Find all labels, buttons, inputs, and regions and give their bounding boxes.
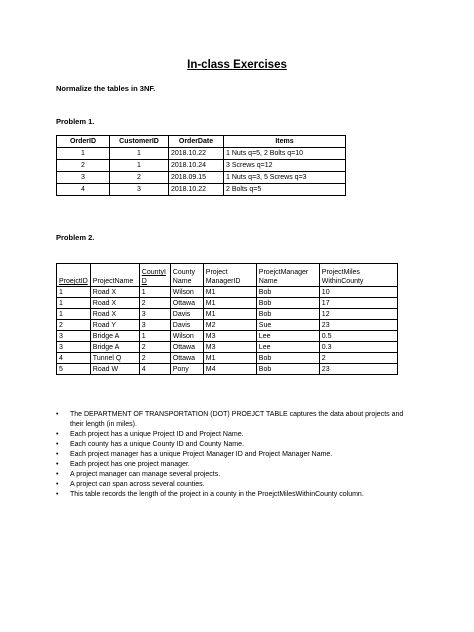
table-cell: 2018.10.22 — [169, 184, 224, 196]
table-cell: 12 — [319, 309, 397, 320]
table-row — [57, 342, 398, 353]
table-row — [57, 160, 346, 172]
header-cell: Project ManagerID — [203, 264, 256, 287]
table-cell: Ottawa — [170, 342, 203, 353]
requirements-list — [56, 410, 416, 500]
list-item-text: Each project has one project manager. — [70, 461, 190, 468]
header-cell: County Name — [170, 264, 203, 287]
table-row — [57, 184, 346, 196]
table-cell: Bob — [256, 298, 319, 309]
problem-1-table — [56, 135, 346, 196]
header-cell: ProejctID — [57, 264, 91, 287]
table-cell: 2 — [319, 353, 397, 364]
table-cell: Road X — [90, 309, 139, 320]
bullet-icon: • — [56, 481, 59, 488]
bullet-icon: • — [56, 411, 59, 418]
table-cell: Bridge A — [90, 331, 139, 342]
table-cell: Davis — [170, 320, 203, 331]
table-cell: M3 — [203, 331, 256, 342]
table-row — [57, 287, 398, 298]
table-cell: 3 — [57, 342, 91, 353]
header-cell: OrderDate — [169, 136, 224, 148]
list-item-text: Each project has a unique Project ID and Project Name. — [70, 431, 244, 438]
list-item-text: A project manager can manage several projects. — [70, 471, 221, 478]
table-cell: Wilson — [170, 287, 203, 298]
header-cell: Items — [224, 136, 346, 148]
table-cell: 5 — [57, 364, 91, 375]
table-cell: Lee — [256, 342, 319, 353]
table-cell: M1 — [203, 287, 256, 298]
table-cell: Pony — [170, 364, 203, 375]
table-cell: 3 — [139, 320, 170, 331]
table-cell: 3 — [139, 309, 170, 320]
table-cell: 2018.10.22 — [169, 148, 224, 160]
table-cell: 3 — [110, 184, 169, 196]
table-cell: 1 — [57, 298, 91, 309]
table-row — [57, 353, 398, 364]
table-cell: Bob — [256, 287, 319, 298]
table-cell: Bob — [256, 364, 319, 375]
table-cell: Road Y — [90, 320, 139, 331]
table-header-row — [57, 136, 346, 148]
bullet-icon: • — [56, 441, 59, 448]
problem-1-heading: Problem 1. — [56, 117, 95, 126]
table-cell: 17 — [319, 298, 397, 309]
header-cell: ProjectMiles WithinCounty — [319, 264, 397, 287]
table-header-row — [57, 264, 398, 287]
table-row — [57, 364, 398, 375]
table-cell: M2 — [203, 320, 256, 331]
table-cell: 0.5 — [319, 331, 397, 342]
table-row — [57, 331, 398, 342]
table-cell: 3 — [57, 172, 110, 184]
table-cell: Bridge A — [90, 342, 139, 353]
list-item — [56, 410, 416, 430]
table-cell: Tunnel Q — [90, 353, 139, 364]
header-cell: OrderID — [57, 136, 110, 148]
bullet-icon: • — [56, 491, 59, 498]
table-cell: Lee — [256, 331, 319, 342]
table-cell: 1 — [57, 309, 91, 320]
table-row — [57, 298, 398, 309]
table-cell: M1 — [203, 353, 256, 364]
bullet-icon: • — [56, 431, 59, 438]
table-cell: 1 — [110, 160, 169, 172]
table-cell: Road X — [90, 287, 139, 298]
table-cell: 2 — [110, 172, 169, 184]
table-cell: 2018.09.15 — [169, 172, 224, 184]
table-row — [57, 309, 398, 320]
table-cell: 0.3 — [319, 342, 397, 353]
table-cell: Sue — [256, 320, 319, 331]
list-item-text: A project can span across several counties. — [70, 481, 205, 488]
list-item-text: The DEPARTMENT OF TRANSPORTATION (DOT) PROEJCT TABLE captures the data about projects and their length (in miles). — [70, 411, 404, 428]
list-item-text: This table records the length of the project in a county in the ProejctMilesWithinCounty column. — [70, 491, 364, 498]
table-cell: M4 — [203, 364, 256, 375]
table-cell: 3 — [57, 331, 91, 342]
list-item — [56, 490, 416, 500]
table-cell: Wilson — [170, 331, 203, 342]
problem-2-heading: Problem 2. — [56, 233, 95, 242]
list-item — [56, 460, 416, 470]
header-cell: CountyID — [139, 264, 170, 287]
table-cell: 4 — [139, 364, 170, 375]
table-cell: 4 — [57, 184, 110, 196]
table-cell: Road X — [90, 298, 139, 309]
problem-2-table — [56, 263, 398, 375]
list-item — [56, 450, 416, 460]
header-cell: ProejctManager Name — [256, 264, 319, 287]
table-cell: M3 — [203, 342, 256, 353]
table-row — [57, 172, 346, 184]
list-item-text: Each county has a unique County ID and County Name. — [70, 441, 244, 448]
list-item — [56, 480, 416, 490]
table-cell: Bob — [256, 309, 319, 320]
table-cell: 2 — [139, 353, 170, 364]
table-cell: 1 — [57, 148, 110, 160]
table-cell: 2 Bolts q=5 — [224, 184, 346, 196]
table-cell: M1 — [203, 298, 256, 309]
table-cell: 2 — [139, 298, 170, 309]
table-row — [57, 320, 398, 331]
list-item-text: Each project manager has a unique Project Manager ID and Project Manager Name. — [70, 451, 333, 458]
table-cell: 2018.10.24 — [169, 160, 224, 172]
table-cell: 3 Screws q=12 — [224, 160, 346, 172]
table-cell: 23 — [319, 320, 397, 331]
table-cell: Ottawa — [170, 353, 203, 364]
table-cell: 10 — [319, 287, 397, 298]
table-cell: 4 — [57, 353, 91, 364]
table-cell: 1 — [139, 331, 170, 342]
table-cell: 2 — [57, 160, 110, 172]
instructions: Normalize the tables in 3NF. — [56, 84, 156, 93]
page-title: In-class Exercises — [187, 59, 287, 71]
bullet-icon: • — [56, 471, 59, 478]
table-cell: 1 Nuts q=5, 2 Bolts q=10 — [224, 148, 346, 160]
table-row — [57, 148, 346, 160]
table-cell: Ottawa — [170, 298, 203, 309]
table-cell: 1 — [110, 148, 169, 160]
table-cell: 1 Nuts q=3, 5 Screws q=3 — [224, 172, 346, 184]
table-cell: 2 — [139, 342, 170, 353]
bullet-icon: • — [56, 461, 59, 468]
list-item — [56, 430, 416, 440]
table-cell: M1 — [203, 309, 256, 320]
list-item — [56, 440, 416, 450]
table-cell: Road W — [90, 364, 139, 375]
bullet-icon: • — [56, 451, 59, 458]
table-cell: 1 — [139, 287, 170, 298]
table-cell: Bob — [256, 353, 319, 364]
table-cell: 1 — [57, 287, 91, 298]
header-cell: CustomerID — [110, 136, 169, 148]
table-cell: 2 — [57, 320, 91, 331]
header-cell: ProjectName — [90, 264, 139, 287]
table-cell: Davis — [170, 309, 203, 320]
list-item — [56, 470, 416, 480]
table-cell: 23 — [319, 364, 397, 375]
